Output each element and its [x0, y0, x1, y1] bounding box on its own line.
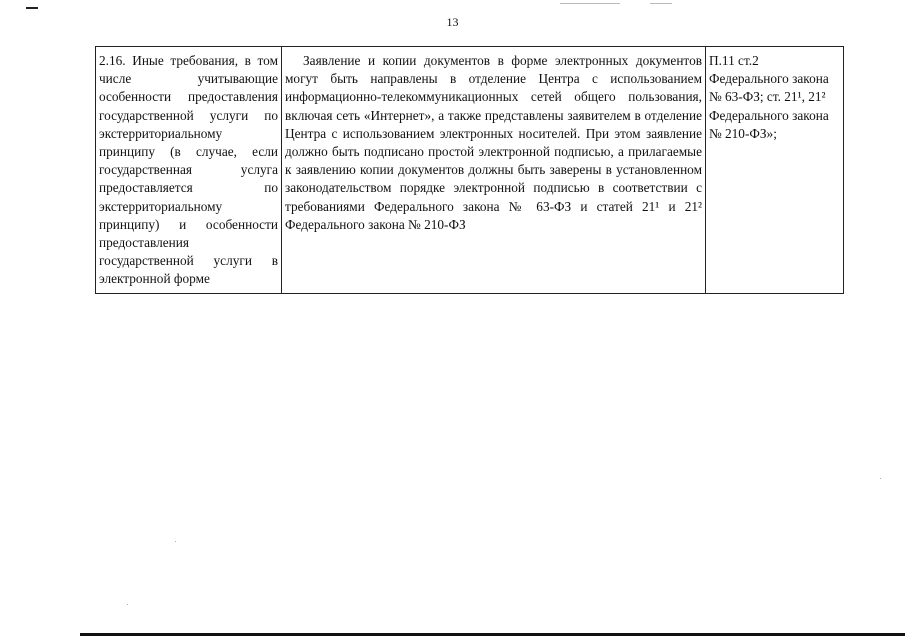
scan-artifact-line	[650, 3, 672, 4]
requirement-cell: 2.16. Иные требования, в том числе учитывающие особенности предоставления государственной услуги по экстерриториальному принципу (в случае, если государственная услуга предоставляется по экстерриториальному принципу) и особенности предоставления государственной услуги в электронной форме	[96, 47, 282, 294]
page-number: 13	[446, 15, 459, 29]
scan-speck	[880, 478, 881, 479]
legal-basis-cell: П.11 ст.2 Федерального закона № 63-ФЗ; ст. 21¹, 21² Федерального закона № 210-ФЗ»;	[706, 47, 844, 294]
table-row	[96, 47, 844, 294]
scan-artifact-line	[560, 3, 620, 4]
requirements-table	[95, 46, 844, 294]
scan-speck	[127, 604, 128, 605]
content-cell: Заявление и копии документов в форме электронных документов могут быть направлены в отделение Центра с использованием информационно-телекоммуникационных сетей общего пользования, включая сеть «Интернет», а также представлены заявителем в отделение Центра с использованием электронных носителей. При этом заявление должно быть подписано простой электронной подписью, а прилагаемые к заявлению копии документов должны быть заверены в установленном законодательством порядке электронной подписью в соответствии с требованиями Федерального закона № 63-ФЗ и статей 21¹ и 21² Федерального закона № 210-ФЗ	[282, 47, 706, 294]
page-bottom-rule	[80, 633, 905, 636]
margin-mark	[26, 7, 38, 9]
scan-speck	[175, 541, 176, 542]
